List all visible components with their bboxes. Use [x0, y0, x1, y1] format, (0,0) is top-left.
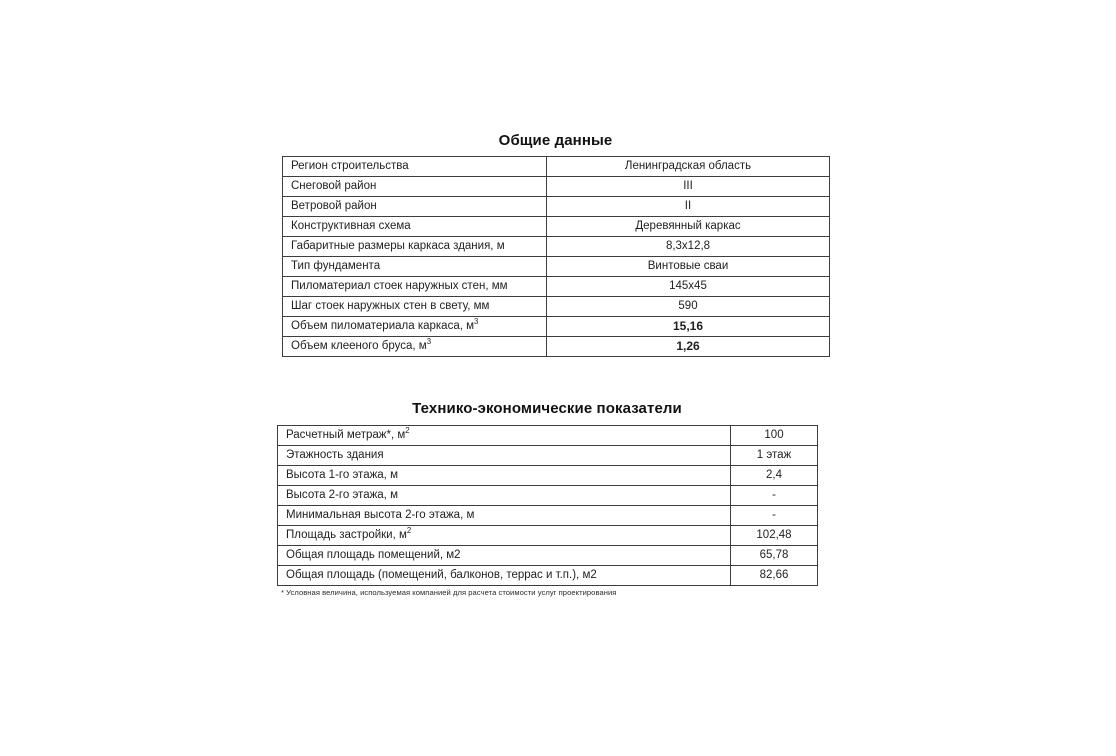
tep-row-value: 82,66: [731, 566, 818, 586]
tep-row-value: 1 этаж: [731, 446, 818, 466]
table-row: [283, 277, 830, 297]
tep-row-value: 102,48: [731, 526, 818, 546]
general-row-label-superscript: 3: [426, 337, 432, 347]
general-row-value: 8,3х12,8: [547, 237, 830, 257]
tep-row-label: Общая площадь (помещений, балконов, террас и т.п.), м2: [278, 566, 731, 586]
table-row: [283, 177, 830, 197]
table-row: [283, 337, 830, 357]
general-row-value: Ленинградская область: [547, 157, 830, 177]
table-row: [283, 197, 830, 217]
general-data-table-body: [283, 157, 830, 357]
table-row: [283, 217, 830, 237]
tep-row-label: Расчетный метраж*, $м^2$: [278, 426, 731, 446]
general-row-label-superscript: 3: [474, 317, 479, 327]
tep-footnote: * Условная величина, используемая компанией для расчета стоимости услуг проектирования: [281, 588, 617, 597]
tep-title: Технико-экономические показатели: [412, 400, 682, 417]
table-row: [283, 297, 830, 317]
tep-section: [277, 400, 817, 598]
general-row-label: Тип фундамента: [283, 257, 547, 277]
table-row: [283, 237, 830, 257]
tep-row-value: 100: [731, 426, 818, 446]
general-row-label: Снеговой район: [283, 177, 547, 197]
general-row-value: 590: [547, 297, 830, 317]
tep-table: [277, 425, 818, 586]
table-row: [278, 426, 818, 446]
tep-row-value: -: [731, 486, 818, 506]
table-row: [278, 466, 818, 486]
tep-row-label-superscript: 2: [406, 526, 412, 536]
general-data-title: Общие данные: [498, 132, 613, 149]
general-row-label: Габаритные размеры каркаса здания, м: [283, 237, 547, 257]
general-data-section: [282, 132, 829, 357]
table-row: [278, 526, 818, 546]
general-row-value: II: [547, 197, 830, 217]
general-row-label: Конструктивная схема: [283, 217, 547, 237]
tep-table-body: [278, 426, 818, 586]
general-row-value: Деревянный каркас: [547, 217, 830, 237]
table-row: [278, 486, 818, 506]
general-row-value: 145х45: [547, 277, 830, 297]
table-row: [278, 446, 818, 466]
table-row: [278, 546, 818, 566]
tep-row-label: Высота 2-го этажа, м: [278, 486, 731, 506]
tep-row-value: -: [731, 506, 818, 526]
tep-row-label: Высота 1-го этажа, м: [278, 466, 731, 486]
general-row-value: III: [547, 177, 830, 197]
table-row: [283, 257, 830, 277]
tep-row-label: Площадь застройки, $м^2$: [278, 526, 731, 546]
table-row: [283, 157, 830, 177]
table-row: [278, 506, 818, 526]
general-row-value: 15,16: [547, 317, 830, 337]
general-row-label: Объем клееного бруса, $м^3$: [283, 337, 547, 357]
general-row-value: 1,26: [547, 337, 830, 357]
tep-row-value: 2,4: [731, 466, 818, 486]
general-row-label: Пиломатериал стоек наружных стен, мм: [283, 277, 547, 297]
general-row-value: Винтовые сваи: [547, 257, 830, 277]
tep-row-label: Этажность здания: [278, 446, 731, 466]
general-row-label: Регион строительства: [283, 157, 547, 177]
general-row-label: Шаг стоек наружных стен в свету, мм: [283, 297, 547, 317]
table-row: [278, 566, 818, 586]
tep-row-label: Минимальная высота 2-го этажа, м: [278, 506, 731, 526]
tep-row-label: Общая площадь помещений, м2: [278, 546, 731, 566]
general-row-label: Ветровой район: [283, 197, 547, 217]
table-row: [283, 317, 830, 337]
tep-row-label-superscript: 2: [405, 426, 410, 436]
general-data-table: [282, 156, 830, 357]
general-row-label: Объем пиломатериала каркаса, $м^3$: [283, 317, 547, 337]
tep-row-value: 65,78: [731, 546, 818, 566]
